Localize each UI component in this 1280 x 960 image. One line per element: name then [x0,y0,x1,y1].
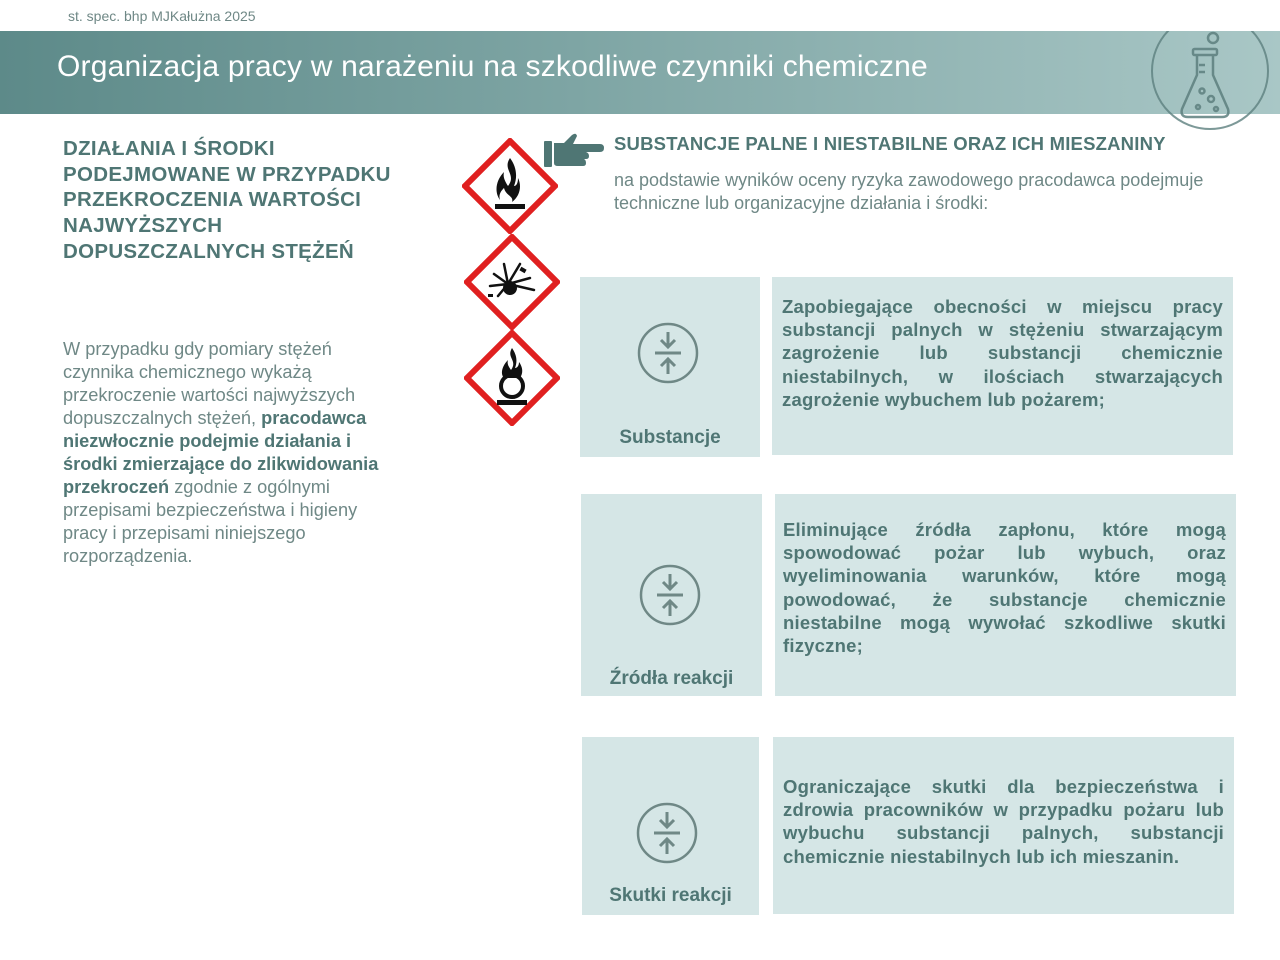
pointing-hand-icon [542,131,604,169]
measure-label: Skutki reakcji [609,885,732,906]
exploding-bomb-pictogram [464,234,560,330]
flask-icon [1150,31,1270,131]
measure-description: Eliminujące źródła zapłonu, które mogą spowodować pożar lub wybuch, oraz wyeliminowania warunków, które mogą powodować, że substancje chemicznie niestabilne mogą wywołać szkodliwe skutki fizyczne; [783,519,1226,657]
measure-description-box [773,737,1234,914]
author-credit: st. spec. bhp MJKałużna 2025 [68,8,256,24]
measure-label: Źródła reakcji [609,668,734,689]
left-body-text: W przypadku gdy pomiary stężeń czynnika chemicznego wykażą przekroczenie wartości najwyższych dopuszczalnych stężeń, pracodawca niezwłocznie podejmie działania i środki zmierzające do zlikwidowania przekroczeń zgodnie z ogólnymi przepisami bezpieczeństwa i higieny pracy i przepisami niniejszego rozporządzenia. [63,339,379,566]
measure-label: Substancje [619,427,721,448]
compress-arrows-icon [636,802,698,864]
flame-over-circle-pictogram [464,330,560,426]
page-title: Organizacja pracy w narażeniu na szkodliwe czynniki chemiczne [57,50,928,83]
title-banner [0,31,1280,114]
measure-description-box [775,494,1236,696]
section-title: SUBSTANCJE PALNE I NIESTABILNE ORAZ ICH MIESZANINY [614,133,1166,154]
section-subtitle: na podstawie wyników oceny ryzyka zawodowego pracodawca podejmuje techniczne lub organizacyjne działania i środki: [614,170,1204,213]
compress-arrows-icon [639,564,701,626]
measure-label-box [580,277,760,457]
measure-description-box [772,277,1233,455]
measure-label-box [582,737,759,915]
compress-arrows-icon [637,322,699,384]
measure-description: Ograniczające skutki dla bezpieczeństwa i zdrowia pracowników w przypadku pożaru lub wybuchu substancji palnych, substancji chemicznie niestabilnych lub ich mieszanin. [783,776,1224,867]
measure-label-box [581,494,762,696]
left-heading: DZIAŁANIA I ŚRODKI PODEJMOWANE W PRZYPADKU PRZEKROCZENIA WARTOŚCI NAJWYŻSZYCH DOPUSZCZALNYCH STĘŻEŃ [63,137,391,263]
measure-description: Zapobiegające obecności w miejscu pracy substancji palnych w stężeniu stwarzającym zagrożenie lub substancji chemicznie niestabilnych, w ilościach stwarzających zagrożenie wybuchem lub pożarem; [782,296,1223,410]
